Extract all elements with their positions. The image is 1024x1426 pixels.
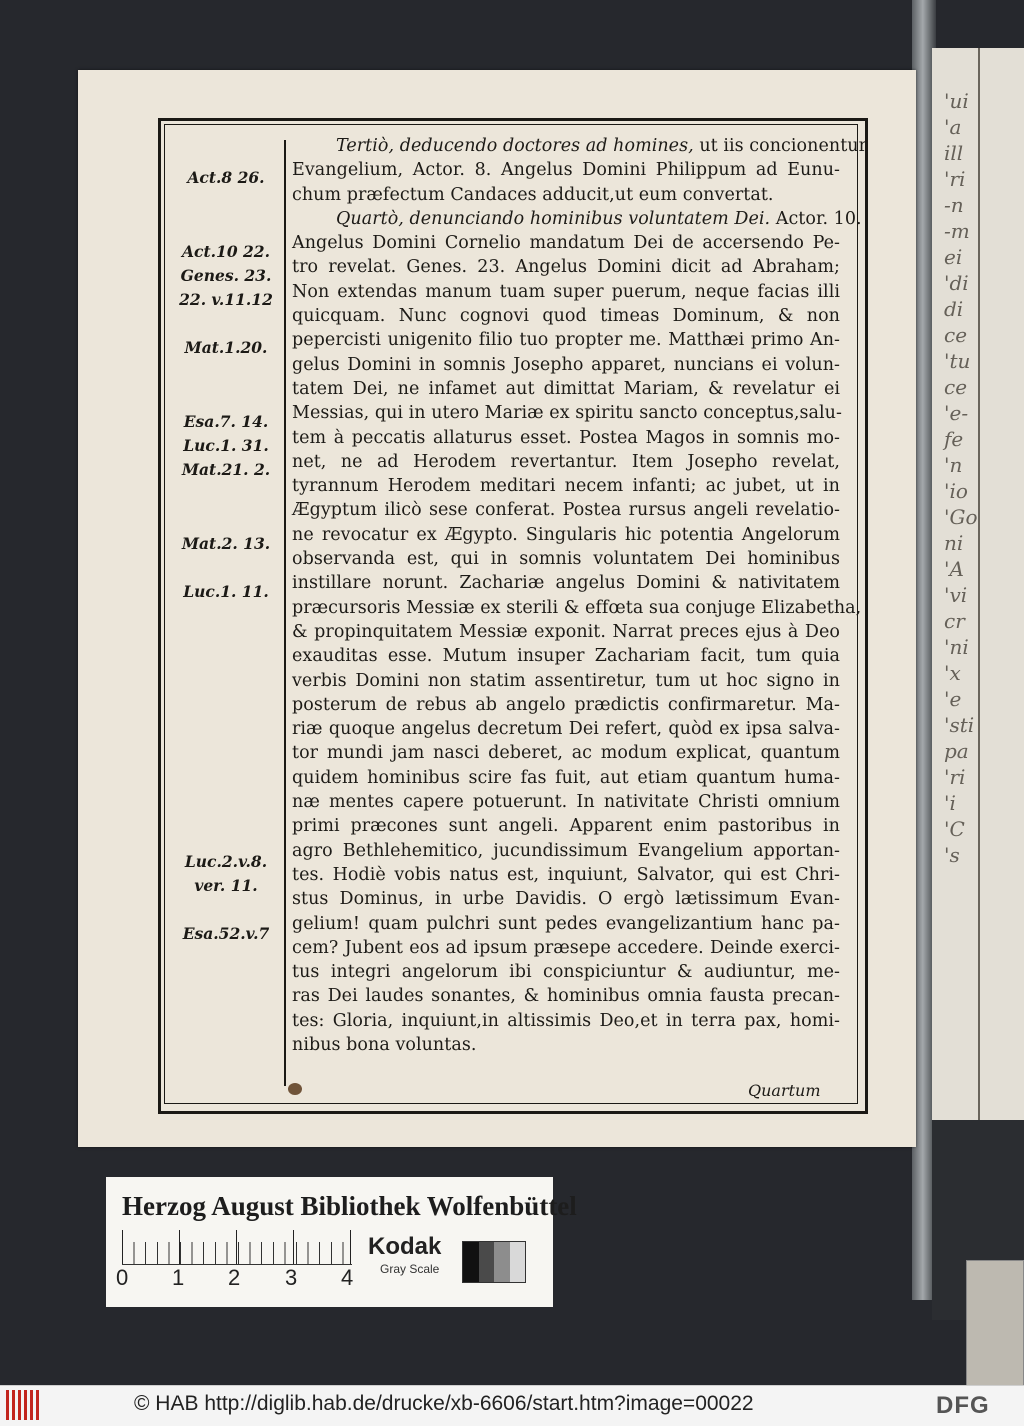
adjacent-fragment: 'io <box>944 479 968 503</box>
margin-reference: Mat.2. 13. <box>181 534 271 553</box>
text-line: tes: Gloria, inquiunt,in altissimis Deo,et in terra pax, homi- <box>292 1010 840 1031</box>
gray-scale-caption: Gray Scale <box>380 1262 440 1276</box>
text-line: tus integri angelorum ibi conspiciuntur & audiuntur, me- <box>292 962 840 983</box>
adjacent-fragment: 'tu <box>944 349 971 373</box>
margin-reference: 22. v.11.12 <box>179 290 273 309</box>
text-line: posterum de rebus ab angelo prædictis confirmaretur. Ma- <box>292 694 840 715</box>
text-line: primi præcones sunt angeli. Apparent enim pastoribus in <box>292 816 840 837</box>
text-line: tyrannum Herodem meditari necem infanti; ac jubet, ut in <box>292 476 840 497</box>
catchword: Quartum <box>748 1081 821 1100</box>
adjacent-fragment: 'ui <box>944 89 969 113</box>
body-text <box>292 134 868 1057</box>
adjacent-fragment: 's <box>944 843 960 867</box>
adjacent-fragment: 'x <box>944 661 961 685</box>
text-line: chum præfectum Candaces adducit,ut eum convertat. <box>292 184 774 205</box>
adjacent-page <box>932 48 1024 1300</box>
adjacent-fragment: ei <box>944 245 963 269</box>
adjacent-fragment: 'A <box>944 557 964 581</box>
text-line: Messias, qui in utero Mariæ ex spiritu sancto conceptus,salu- <box>292 403 842 424</box>
adjacent-page-text <box>944 88 1024 868</box>
text-line: præcursoris Messiæ ex sterili & effœta sua conjuge Elizabetha, <box>292 597 862 618</box>
kodak-logo: Kodak <box>368 1233 442 1260</box>
text-line: Evangelium, Actor. 8. Angelus Domini Philippum ad Eunu- <box>292 160 840 181</box>
margin-reference: Act.10 22. <box>182 242 270 261</box>
adjacent-fragment: ni <box>944 531 964 555</box>
library-name: Herzog August Bibliothek Wolfenbüttel <box>122 1191 577 1221</box>
ink-stain <box>288 1083 302 1095</box>
adjacent-fragment: di <box>944 297 964 321</box>
gray-swatch <box>494 1242 510 1282</box>
text-line: ne revocatur ex Ægypto. Singularis hic potentia Angelorum <box>292 524 840 545</box>
text-line: tatem Dei, ne infamet aut dimittat Mariam, & revelatur ei <box>292 378 840 399</box>
scanned-page <box>78 70 916 1147</box>
spine-label <box>966 1260 1024 1402</box>
text-line: tes. Hodiè vobis natus est, inquiunt, Salvator, qui est Chri- <box>292 864 840 885</box>
margin-reference: Esa.7. 14. <box>183 412 269 431</box>
text-line: verbis Domini non statim assentiretur, tum ut hoc signo in <box>292 670 840 691</box>
adjacent-fragment: ce <box>944 323 968 347</box>
adjacent-fragment: cr <box>944 609 965 633</box>
text-line: exauditas esse. Mutum insuper Zachariam facit, tum quia <box>292 646 840 667</box>
text-line: gelium! quam pulchri sunt pedes evangelizantium hanc pa- <box>292 913 840 934</box>
footer-bar <box>0 1385 1024 1426</box>
adjacent-fragment: 'n <box>944 453 963 477</box>
margin-reference: Mat.21. 2. <box>181 460 271 479</box>
text-line: stus Dominus, in urbe Davidis. O ergò lætissimum Evan- <box>292 889 840 910</box>
adjacent-fragment: 'a <box>944 115 962 139</box>
text-line: næ mentes capere potuerunt. In nativitate Christi omnium <box>292 792 840 813</box>
adjacent-fragment: -m <box>944 219 970 243</box>
library-label <box>106 1177 577 1307</box>
ruler-number: 1 <box>172 1265 185 1290</box>
gray-swatch <box>463 1242 479 1282</box>
text-line: pepercisti unigenito filio tuo propter me. Matthæi primo An- <box>292 330 840 351</box>
text-line: net, ne ad Herodem revertantur. Item Josepho revelat, <box>292 451 840 472</box>
text-line: cem? Jubent eos ad ipsum præsepe accedere. Deinde exerci- <box>292 937 840 958</box>
margin-reference: Mat.1.20. <box>184 338 268 357</box>
adjacent-fragment: 'vi <box>944 583 968 607</box>
dfg-logo: DFG <box>936 1392 990 1419</box>
text-line: & propinquitatem Messiæ exponit. Narrat preces ejus à Deo <box>292 621 840 642</box>
text-line: nibus bona voluntas. <box>292 1034 477 1055</box>
barcode-icon <box>6 1390 42 1420</box>
text-line: tro revelat. Genes. 23. Angelus Domini dicit ad Abraham; <box>292 257 840 278</box>
margin-reference: Luc.2.v.8. <box>184 852 268 871</box>
margin-reference: Luc.1. 11. <box>183 582 269 601</box>
adjacent-fragment: 'ri <box>944 167 966 191</box>
gray-scale-swatches <box>462 1241 526 1283</box>
scale-ruler <box>122 1230 352 1265</box>
text-line: Ægyptum ilicò sese conferat. Postea rursus angeli revelatio- <box>292 500 840 521</box>
source-link[interactable]: © HAB http://diglib.hab.de/drucke/xb-6606/start.htm?image=00022 <box>134 1392 754 1415</box>
text-line: riæ quoque angelus decretum Dei refert, quòd ex ipsa salva- <box>292 719 840 740</box>
adjacent-fragment: 'sti <box>944 713 975 737</box>
adjacent-fragment: -n <box>944 193 964 217</box>
adjacent-fragment: 'ni <box>944 635 969 659</box>
text-line: quidem hominibus scire fas fuit, aut etiam quantum huma- <box>292 767 840 788</box>
adjacent-fragment: pa <box>944 739 969 763</box>
margin-rule <box>284 140 286 1086</box>
text-line: Angelus Domini Cornelio mandatum Dei de accersendo Pe- <box>292 233 840 254</box>
ruler-number: 3 <box>285 1265 298 1290</box>
adjacent-fragment: ill <box>944 141 964 165</box>
text-line: Quartò, denunciando hominibus voluntatem Dei. Actor. 10. <box>336 208 862 229</box>
adjacent-fragment: 'i <box>944 791 956 815</box>
adjacent-fragment: 'C <box>944 817 965 841</box>
margin-reference: Esa.52.v.7 <box>182 924 270 943</box>
text-line: quicquam. Nunc cognovi quod timeas Dominum, & non <box>292 306 840 327</box>
gray-swatch <box>479 1242 495 1282</box>
margin-reference: Genes. 23. <box>180 266 272 285</box>
adjacent-fragment: 'ri <box>944 765 966 789</box>
adjacent-fragment: 'e- <box>944 401 969 425</box>
margin-reference: Act.8 26. <box>187 168 265 187</box>
text-line: agro Bethlehemitico, jucundissimum Evangelium apportan- <box>292 840 840 861</box>
ruler-number: 2 <box>228 1265 241 1290</box>
text-line: ras Dei laudes sonantes, & hominibus omnia fausta precan- <box>292 986 840 1007</box>
text-line: instillare norunt. Zachariæ angelus Domini & nativitatem <box>292 573 840 594</box>
adjacent-fragment: fe <box>944 427 964 451</box>
text-line: tor mundi jam nasci deberet, ac modum explicat, quantum <box>292 743 840 764</box>
adjacent-fragment: ce <box>944 375 968 399</box>
gray-swatch <box>510 1242 526 1282</box>
text-line: tem à peccatis allaturus esset. Postea Magos in somnis mo- <box>292 427 840 448</box>
adjacent-fragment: 'Go <box>944 505 978 529</box>
text-line: gelus Domini in somnis Josepho apparet, nuncians ei volun- <box>292 354 840 375</box>
ruler-number: 4 <box>341 1265 354 1290</box>
text-line: Non extendas manum tuam super puerum, neque facias illi <box>292 281 840 302</box>
ruler-number: 0 <box>116 1265 129 1290</box>
text-line: observanda est, qui in somnis voluntatem Dei hominibus <box>292 549 840 570</box>
margin-reference: ver. 11. <box>194 876 258 895</box>
adjacent-fragment: 'e <box>944 687 962 711</box>
margin-reference: Luc.1. 31. <box>183 436 269 455</box>
text-line: Tertiò, deducendo doctores ad homines, ut iis concionentur <box>336 136 868 156</box>
adjacent-fragment: 'di <box>944 271 969 295</box>
